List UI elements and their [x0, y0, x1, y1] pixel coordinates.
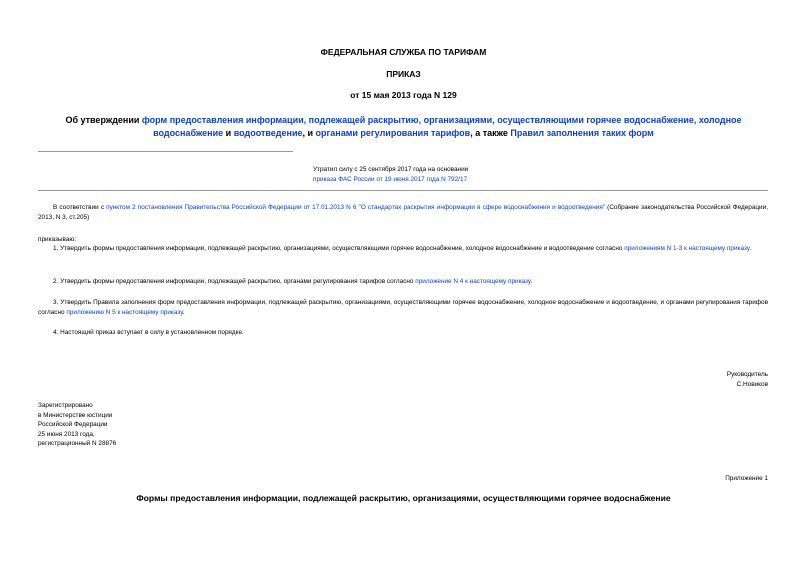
order-item-3	[38, 298, 768, 317]
signature-name: С.Новиков	[736, 380, 768, 388]
registration-line: регистрационный N 28876	[38, 440, 117, 447]
preamble-paragraph	[38, 203, 768, 222]
item-link-appendix-4[interactable]: приложение N 4 к настоящему приказу	[415, 278, 531, 285]
registration-line: Российской Федерации	[38, 421, 108, 428]
agency-name: ФЕДЕРАЛЬНАЯ СЛУЖБА ПО ТАРИФАМ	[320, 47, 487, 57]
preamble-link-resolution[interactable]: пунктом 2 постановления Правительства Российской Федерации от 17.01.2013 N 6	[106, 204, 357, 211]
signature-block	[727, 370, 768, 389]
order-word: приказываю:	[38, 236, 76, 243]
status-note-text: Утратил силу с 25 сентября 2017 года на основании	[313, 166, 469, 173]
divider	[38, 151, 293, 152]
divider	[38, 190, 768, 191]
title-text: , и	[302, 128, 316, 138]
preamble-text: (Собрание законодательства Российской Федерации, 2013, N 3, ст.205)	[38, 204, 768, 221]
order-item-1	[38, 244, 768, 254]
item-text: .	[182, 308, 185, 316]
title-link-regulators[interactable]: органами регулирования тарифов	[315, 128, 471, 138]
item-text: .	[749, 245, 752, 252]
order-item-2	[38, 277, 768, 287]
order-item-4: 4. Настоящий приказ вступает в силу в установленном порядке.	[53, 329, 244, 336]
title-text: , а также	[470, 128, 511, 138]
appendix-label: Приложение 1	[725, 475, 768, 482]
preamble-text: В соответствии с	[53, 204, 107, 211]
title-link-rules[interactable]: Правил заполнения таких форм	[510, 128, 654, 138]
registration-line: Зарегистрировано	[38, 402, 93, 409]
item-text: .	[530, 278, 533, 285]
title-text: и	[223, 128, 234, 138]
item-link-appendix-1-3[interactable]: приложениям N 1-3 к настоящему приказу	[624, 245, 750, 252]
item-text: 3. Утвердить Правила заполнения форм предоставления информации, подлежащей раскрытию, организациями, осуществляющими горячее водоснабжение, холодное водоснабжение и водоотведение, и органами регулирования тарифов согласно	[38, 299, 768, 316]
registration-line: в Министерстве юстиции	[38, 411, 113, 419]
title-link-forms[interactable]: форм предоставления информации, подлежащей раскрытию, организациями, осуществляющими горячее водоснабжение, холодное водоснабжение	[141, 115, 742, 138]
document-title	[60, 114, 747, 140]
registration-block	[38, 401, 338, 449]
title-link-wastewater[interactable]: водоотведение	[233, 128, 303, 138]
item-text: 2. Утвердить формы предоставления информации, подлежащей раскрытию, органами регулирования тарифов согласно	[53, 278, 416, 285]
signature-position: Руководитель	[726, 371, 768, 378]
item-link-appendix-5[interactable]: приложению N 5 к настоящему приказу	[66, 308, 183, 316]
status-note	[313, 165, 753, 184]
registration-line: 25 июня 2013 года,	[38, 430, 95, 438]
status-note-link[interactable]: приказа ФАС России от 19 июня 2017 года N 792/17	[313, 175, 468, 183]
title-prefix: Об утверждении	[65, 115, 142, 125]
item-text: 1. Утвердить формы предоставления информации, подлежащей раскрытию, организациями, осуществляющими горячее водоснабжение, холодное водоснабжение и водоотведение согласно	[53, 245, 625, 252]
preamble-link-standards[interactable]: "О стандартах раскрытия информации в сфере водоснабжения и водоотведения"	[358, 204, 606, 211]
appendix-title: Формы предоставления информации, подлежащей раскрытию, организациями, осуществляющими горячее водоснабжение	[136, 493, 671, 503]
document-date-number: от 15 мая 2013 года N 129	[350, 90, 457, 100]
document-type: ПРИКАЗ	[386, 69, 421, 79]
